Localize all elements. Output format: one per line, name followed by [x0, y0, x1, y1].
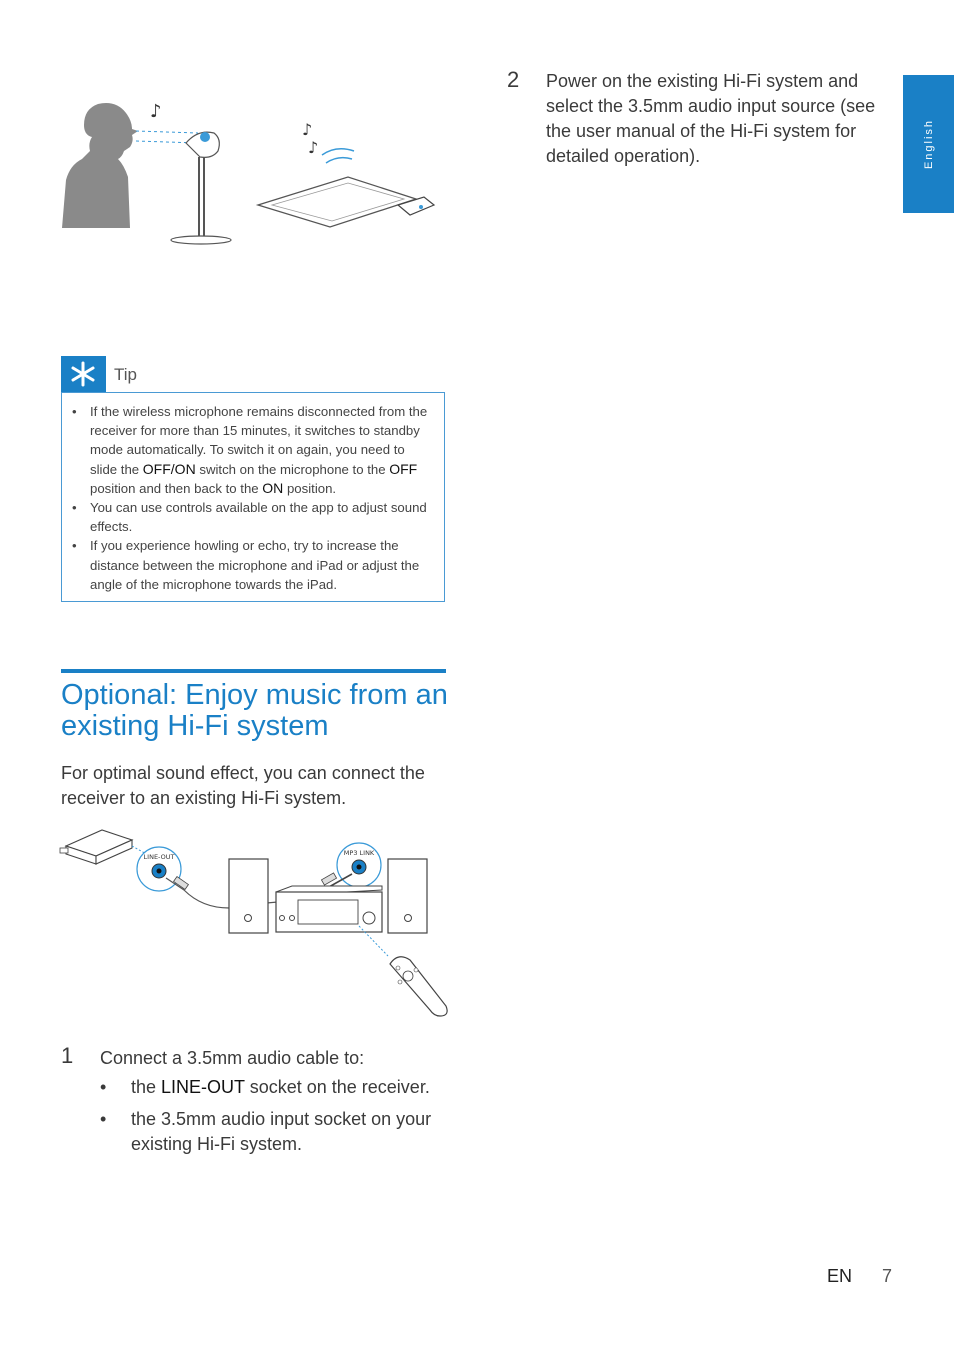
bullet-text: socket on the receiver. — [244, 1077, 430, 1097]
tip-box — [61, 392, 445, 602]
tip-title: Tip — [114, 365, 137, 384]
bullet-text: the 3.5mm audio input socket on your existing Hi-Fi system. — [131, 1109, 432, 1154]
footer-language: EN — [827, 1266, 853, 1286]
line-out-label: LINE-OUT — [143, 853, 175, 861]
bullet-keyword: LINE-OUT — [161, 1077, 245, 1097]
step-1-bullets — [100, 1075, 450, 1164]
microphone-icon — [171, 132, 231, 244]
tip-text: position and then back to the — [90, 480, 263, 496]
tip-text: position. — [283, 480, 337, 496]
singer-icon — [62, 103, 138, 228]
tip-text: switch on the microphone to the — [195, 461, 390, 477]
bullet-item: • the LINE-OUT socket on the receiver. — [100, 1077, 430, 1097]
tip-keyword: OFF/ON — [142, 460, 196, 477]
tip-text: If the wireless microphone remains disconnected from the receiver for more than 15 minutes, it switches to standby mode automatically. To switch it on again, you need to slide the — [90, 404, 428, 477]
tip-header — [61, 356, 446, 392]
tip-keyword: OFF — [389, 460, 418, 477]
tip-keyword: ON — [262, 479, 284, 496]
step-1-number: 1 — [61, 1043, 74, 1068]
step-2-text: Power on the existing Hi-Fi system and select the 3.5mm audio input source (see the user manual of the Hi-Fi system for detailed operation). — [546, 71, 876, 166]
page-number: 7 — [882, 1266, 893, 1286]
tip-item: • You can use controls available on the app to adjust sound effects. — [72, 498, 434, 536]
tip-item — [72, 402, 434, 498]
microphone-illustration — [58, 95, 448, 250]
svg-text:♪: ♪ — [302, 120, 313, 139]
heading-rule — [61, 669, 446, 673]
remote-icon — [390, 957, 447, 1016]
connection-diagram — [58, 826, 450, 1018]
step-2-number: 2 — [507, 67, 520, 92]
bullet-text: the — [131, 1077, 162, 1097]
section-heading: Optional: Enjoy music from an existing Hi-Fi system — [61, 679, 448, 742]
hifi-system-icon — [229, 859, 427, 933]
tip-star-icon — [61, 356, 106, 392]
svg-text:♪: ♪ — [150, 101, 162, 122]
svg-text:♪: ♪ — [308, 138, 319, 157]
ipad-icon — [258, 120, 434, 227]
language-label: English — [922, 118, 935, 170]
step-1-text: Connect a 3.5mm audio cable to: — [100, 1048, 365, 1068]
receiver-icon — [60, 830, 132, 864]
tip-item: • If you experience howling or echo, try to increase the distance between the microphone and iPad or adjust the angle of the microphone towards the iPad. — [72, 536, 434, 594]
section-intro: For optimal sound effect, you can connect the receiver to an existing Hi-Fi system. — [61, 763, 425, 808]
mp3-link-label: MP3 LINK — [343, 849, 375, 857]
language-tab — [903, 75, 954, 213]
bullet-item: • the 3.5mm audio input socket on your existing Hi-Fi system. — [100, 1109, 432, 1154]
